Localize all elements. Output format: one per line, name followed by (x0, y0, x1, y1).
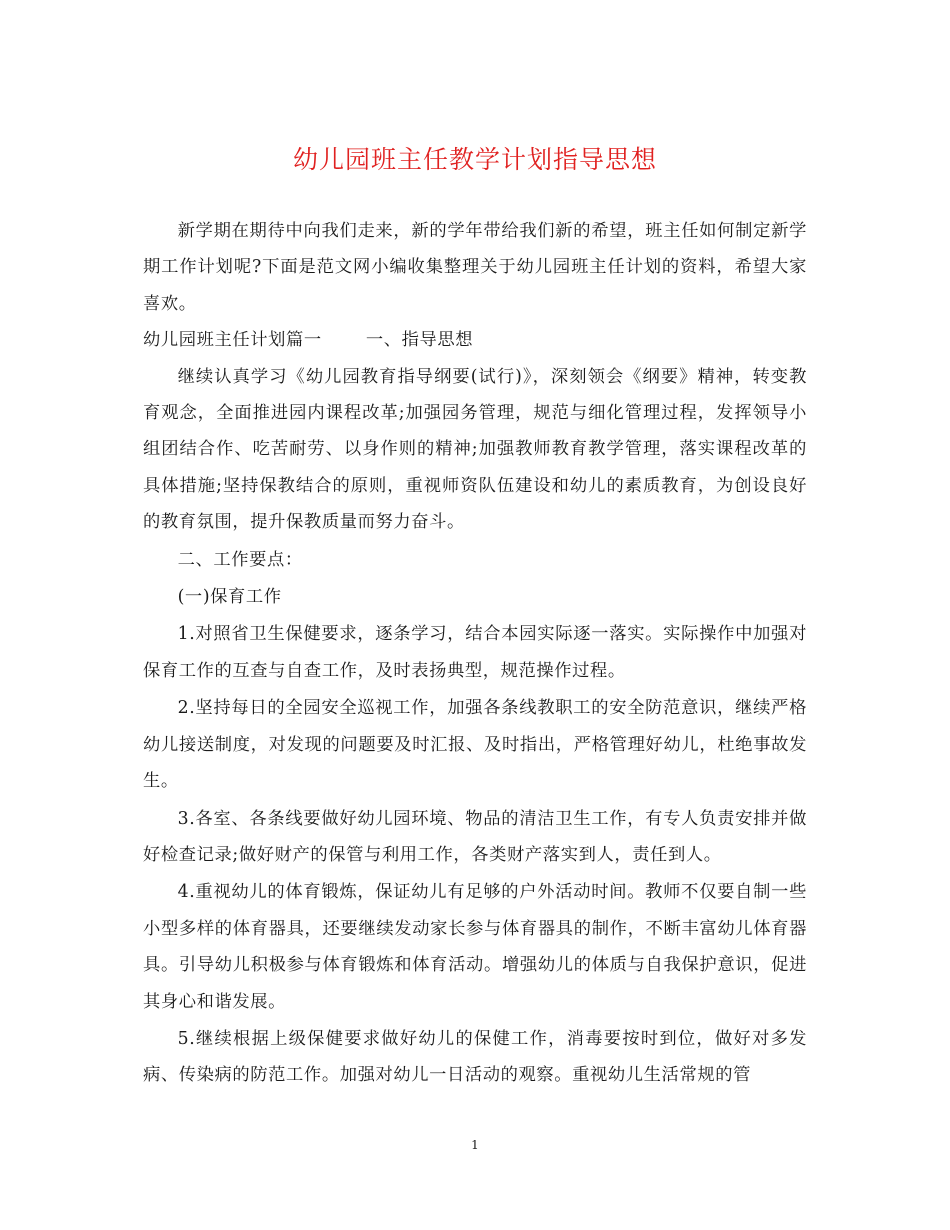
guiding-paragraph: 继续认真学习《幼儿园教育指导纲要(试行)》，深刻领会《纲要》精神，转变教育观念，全面推进园内课程改革;加强园务管理，规范与细化管理过程，发挥领导小组团结合作、吃苦耐劳、以身作则的精神;加强教师教育教学管理，落实课程改革的具体措施;坚持保教结合的原则，重视师资队伍建设和幼儿的素质教育，为创设良好的教育氛围，提升保教质量而努力奋斗。 (143, 366, 807, 533)
care-work-heading: (一)保育工作 (177, 587, 282, 608)
list-item: 4.重视幼儿的体育锻炼，保证幼儿有足够的户外活动时间。教师不仅要自制一些小型多样的体育器具，还要继续发动家长参与体育器具的制作，不断丰富幼儿体育器具。引导幼儿积极参与体育锻炼和体育活动。增强幼儿的体质与自我保护意识，促进其身心和谐发展。 (143, 882, 807, 1012)
page-number: 1 (471, 1138, 479, 1152)
list-item: 3.各室、各条线要做好幼儿园环境、物品的清洁卫生工作，有专人负责安排并做好检查记录;做好财产的保管与利用工作，各类财产落实到人，责任到人。 (143, 808, 807, 865)
list-item: 2.坚持每日的全园安全巡视工作，加强各条线教职工的安全防范意识，继续严格幼儿接送制度，对发现的问题要及时汇报、及时指出，严格管理好幼儿，杜绝事故发生。 (143, 698, 807, 792)
section-heading-guiding: 一、指导思想 (365, 330, 474, 351)
section-heading-plan: 幼儿园班主任计划篇一 (143, 330, 322, 351)
list-item: 5.继续根据上级保健要求做好幼儿的保健工作，消毒要按时到位，做好对多发病、传染病的防范工作。加强对幼儿一日活动的观察。重视幼儿生活常规的管 (143, 1028, 807, 1086)
document-body (143, 213, 807, 1094)
section-heading-line (143, 322, 807, 358)
intro-paragraph: 新学期在期待中向我们走来，新的学年带给我们新的希望，班主任如何制定新学期工作计划呢?下面是范文网小编收集整理关于幼儿园班主任计划的资料，希望大家喜欢。 (143, 221, 807, 314)
document-title: 幼儿园班主任教学计划指导思想 (292, 145, 657, 174)
list-item: 1.对照省卫生保健要求，逐条学习，结合本园实际逐一落实。实际操作中加强对保育工作的互查与自查工作，及时表扬典型，规范操作过程。 (143, 624, 807, 681)
work-points-heading: 二、工作要点： (177, 549, 303, 570)
